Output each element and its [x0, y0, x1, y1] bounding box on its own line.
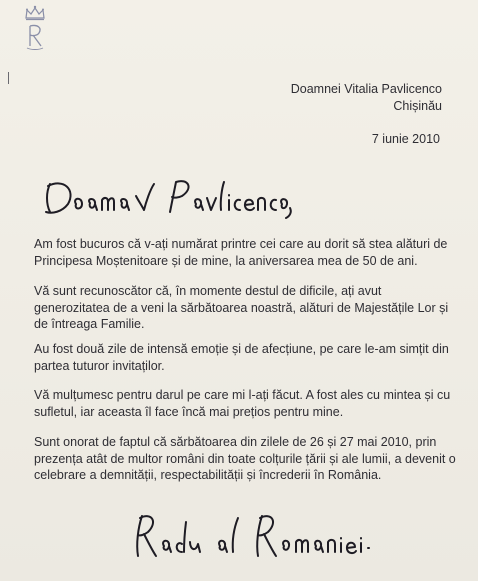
recipient-city: Chișinău	[393, 99, 442, 113]
handwritten-salutation	[42, 170, 302, 226]
royal-monogram-crest-icon	[18, 4, 52, 54]
paragraph-5: Sunt onorat de faptul că sărbătoarea din zilele de 26 și 27 mai 2010, prin prezența atât de multor români din toate colțurile țării și ale lumii, a devenit o celebrare a demnității, respectabilității și încrederii în România.	[34, 435, 456, 482]
paragraph-4: Vă mulțumesc pentru darul pe care mi l-ați făcut. A fost ales cu mintea și cu sufletul, iar aceasta îl face încă mai prețios pentru mine.	[34, 388, 451, 419]
paragraph-2: Vă sunt recunoscător că, în momente destul de dificile, ați avut generozitatea de a veni la sărbătoarea noastră, alături de Majestățile Lor și de întreaga Familie.	[34, 284, 449, 331]
handwritten-signature	[128, 508, 378, 568]
paragraph-1: Am fost bucuros că v-ați numărat printre cei care au dorit să stea alături de Principesa Moștenitoare și de mine, la aniversarea mea de 50 de ani.	[34, 237, 448, 268]
letter-date: 7 iunie 2010	[371, 132, 440, 146]
paragraph-3: Au fost două zile de intensă emoție și de afecțiune, pe care le-am simțit din partea tuturor invitaților.	[34, 342, 449, 373]
margin-mark	[8, 72, 9, 84]
recipient-name: Doamnei Vitalia Pavlicenco	[290, 82, 442, 96]
